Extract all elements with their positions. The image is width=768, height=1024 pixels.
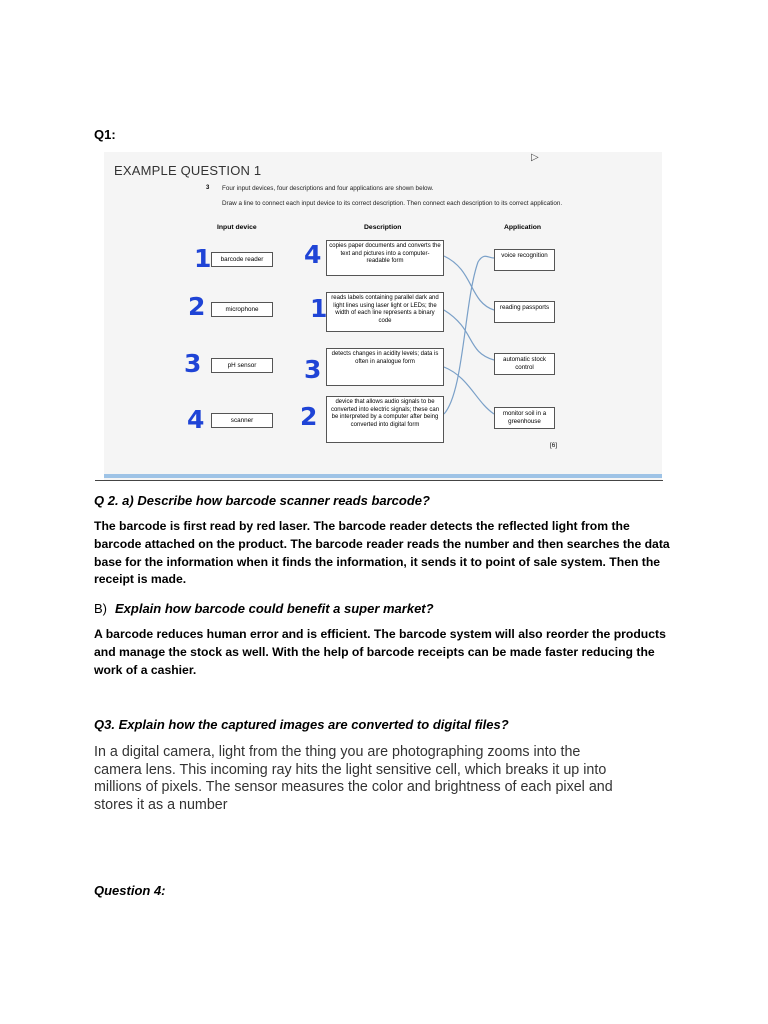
example-question-figure — [104, 152, 662, 480]
device-barcode-reader: barcode reader — [211, 252, 273, 267]
description-mark-3: 3 — [304, 355, 322, 384]
q1-label: Q1: — [94, 127, 116, 142]
q3-question: Q3. Explain how the captured images are converted to digital files? — [94, 717, 509, 732]
q3-answer-line: millions of pixels. The sensor measures the color and brightness of each pixel and — [94, 779, 613, 796]
device-mark-2: 2 — [188, 292, 206, 321]
q2a-answer — [94, 518, 684, 589]
q2b-answer-line: work of a cashier. — [94, 662, 197, 677]
q3-answer-line: stores it as a number — [94, 796, 228, 813]
figure-question-number: 3 — [206, 185, 210, 191]
description-reads-labels: reads labels containing parallel dark and light lines using laser light or LEDs; the width of each line represents a binary code — [326, 292, 444, 332]
header-application: Application — [504, 224, 542, 231]
figure-intro: Four input devices, four descriptions and four applications are shown below. — [222, 185, 434, 192]
device-ph-sensor: pH sensor — [211, 358, 273, 373]
q2a-answer-line: barcode attached on the product. The barcode reader reads the number and then searches the data — [94, 536, 670, 551]
device-scanner: scanner — [211, 413, 273, 428]
q3-answer-line: camera lens. This incoming ray hits the light sensitive cell, which breaks it up into — [94, 761, 607, 778]
application-monitor-soil: monitor soil in a greenhouse — [494, 407, 555, 429]
line-desc2-app3 — [444, 310, 494, 360]
device-microphone: microphone — [211, 302, 273, 317]
q2a-answer-line: receipt is made. — [94, 572, 187, 587]
application-reading-passports: reading passports — [494, 301, 555, 323]
q3-answer — [94, 744, 694, 814]
figure-divider — [95, 480, 663, 481]
description-mark-4: 4 — [304, 240, 322, 269]
q2b-answer-line: and manage the stock as well. With the help of barcode receipts can be made faster reducing the — [94, 644, 655, 659]
description-mark-1: 1 — [310, 294, 328, 323]
figure-bottom-bar — [104, 474, 662, 478]
figure-instruction: Draw a line to connect each input device to its correct description. Then connect each description to its correct application. — [222, 200, 563, 207]
q2a-answer-line: The barcode is first read by red laser. The barcode reader detects the reflected light from the — [94, 519, 630, 533]
device-mark-1: 1 — [194, 244, 212, 273]
figure-marks: [6] — [550, 442, 558, 449]
line-desc3-app4 — [444, 367, 494, 414]
device-mark-4: 4 — [187, 405, 205, 434]
description-copies-documents: copies paper documents and converts the text and pictures into a computer-readable form — [326, 240, 444, 276]
q2b-prefix: B) — [94, 601, 107, 616]
header-description: Description — [364, 224, 402, 231]
line-desc4-app1 — [444, 256, 494, 414]
q2b-question: Explain how barcode could benefit a super market? — [115, 601, 434, 616]
header-input-device: Input device — [217, 224, 257, 231]
application-automatic-stock-control: automatic stock control — [494, 353, 555, 375]
q2a-answer-line: base for the information when it finds the information, it sends it to point of sale system. Then the — [94, 554, 661, 569]
description-audio-signals: device that allows audio signals to be converted into electric signals; these can be interpreted by a computer after being converted into digital form — [326, 396, 444, 443]
description-detects-acidity: detects changes in acidity levels; data is often in analogue form — [326, 348, 444, 386]
mouse-pointer-icon: ▷ — [531, 152, 539, 163]
q2b-answer — [94, 626, 684, 679]
figure-title: EXAMPLE QUESTION 1 — [114, 163, 262, 178]
description-mark-2: 2 — [300, 402, 318, 431]
application-voice-recognition: voice recognition — [494, 249, 555, 271]
device-mark-3: 3 — [184, 349, 202, 378]
q2b-answer-line: A barcode reduces human error and is efficient. The barcode system will also reorder the products — [94, 627, 666, 641]
q4-label: Question 4: — [94, 883, 166, 898]
q3-answer-line: In a digital camera, light from the thing you are photographing zooms into the — [94, 744, 581, 760]
q2a-question: Q 2. a) Describe how barcode scanner reads barcode? — [94, 493, 430, 508]
